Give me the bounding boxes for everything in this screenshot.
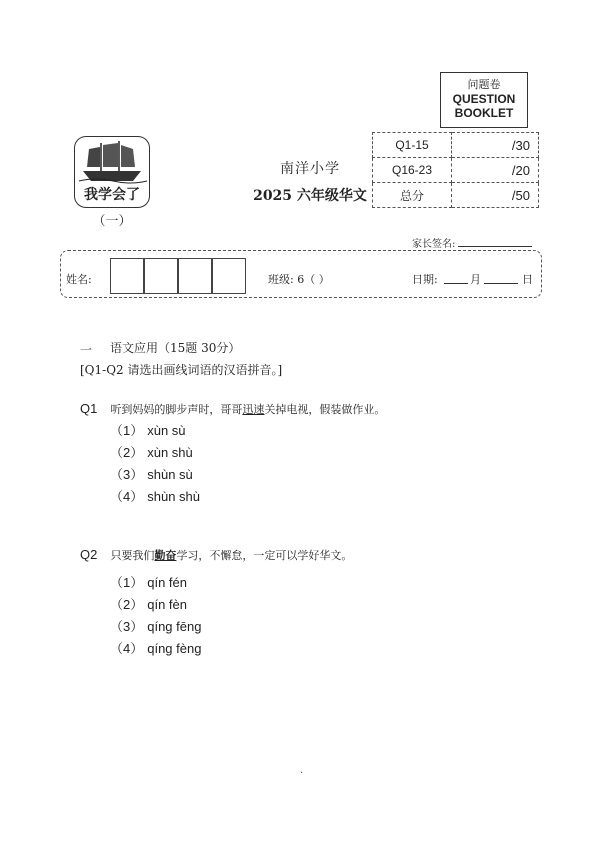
answer-option[interactable] (110, 572, 187, 591)
question-text-before: 只要我们 (110, 549, 155, 562)
score-points: /50 (452, 183, 539, 208)
section-instruction: [Q1-Q2 请选出画线词语的汉语拼音。] (80, 363, 283, 377)
underlined-word: 勤奋 (154, 549, 177, 562)
exam-title: 2025 六年级华文 (253, 188, 367, 204)
footer-mark: · (300, 768, 304, 779)
option-label: （2） (110, 445, 144, 460)
day-field[interactable] (484, 283, 518, 284)
name-cell[interactable] (110, 258, 144, 294)
option-label: （1） (110, 575, 144, 590)
booklet-line2: BOOKLET (454, 106, 514, 120)
option-label: （3） (110, 467, 144, 482)
logo-subtitle: （一） (92, 214, 132, 229)
question-stem (80, 398, 385, 417)
answer-option[interactable] (110, 442, 193, 461)
option-text: shùn shù (147, 489, 200, 504)
answer-option[interactable] (110, 616, 201, 635)
score-label: 总分 (373, 183, 452, 208)
month-field[interactable] (444, 283, 468, 284)
score-table (372, 132, 539, 208)
logo-text: 我学会了 (84, 186, 140, 202)
score-points: /20 (452, 158, 539, 183)
name-cell[interactable] (178, 258, 212, 294)
booklet-cn-label: 问题卷 (467, 78, 501, 91)
option-label: （3） (110, 619, 144, 634)
question-number: Q2 (80, 547, 98, 562)
section-title: 语文应用（15题 30分） (110, 341, 241, 355)
question-text-after: 学习，不懈怠，一定可以学好华文。 (176, 549, 353, 562)
score-row (373, 183, 539, 208)
option-label: （4） (110, 489, 144, 504)
option-text: xùn sù (147, 423, 186, 438)
option-label: （4） (110, 641, 144, 656)
option-label: （2） (110, 597, 144, 612)
month-label: 月 (470, 273, 481, 286)
underlined-word: 迅速 (242, 403, 265, 416)
section-number: 一 (80, 343, 93, 357)
option-text: xùn shù (147, 445, 193, 460)
question-booklet-tag (440, 72, 528, 128)
option-text: qíng fēng (147, 619, 202, 634)
answer-option[interactable] (110, 638, 201, 657)
school-name: 南洋小学 (280, 161, 340, 177)
answer-option[interactable] (110, 420, 186, 439)
score-label: Q1-15 (373, 133, 452, 158)
name-cell[interactable] (212, 258, 246, 294)
name-label: 姓名: (66, 273, 92, 286)
score-row (373, 133, 539, 158)
booklet-line1: QUESTION (452, 92, 516, 106)
answer-option[interactable] (110, 486, 200, 505)
option-text: shùn sù (147, 467, 193, 482)
parent-signature-label: 家长签名: (412, 239, 456, 250)
option-text: qín fén (147, 575, 187, 590)
class-label: 班级: 6（ ） (268, 273, 330, 286)
question-stem (80, 544, 352, 563)
score-row (373, 158, 539, 183)
parent-signature-field[interactable] (458, 246, 532, 247)
day-label: 日 (522, 273, 533, 286)
question-number: Q1 (80, 401, 98, 416)
option-text: qíng fèng (147, 641, 202, 656)
answer-option[interactable] (110, 464, 193, 483)
date-label: 日期: (412, 273, 438, 286)
name-cell[interactable] (144, 258, 178, 294)
question-text-after: 关掉电视，假装做作业。 (264, 403, 386, 416)
score-label: Q16-23 (373, 158, 452, 183)
answer-option[interactable] (110, 594, 187, 613)
score-points: /30 (452, 133, 539, 158)
question-text-before: 听到妈妈的脚步声时，哥哥 (110, 403, 243, 416)
option-label: （1） (110, 423, 144, 438)
option-text: qín fèn (147, 597, 187, 612)
